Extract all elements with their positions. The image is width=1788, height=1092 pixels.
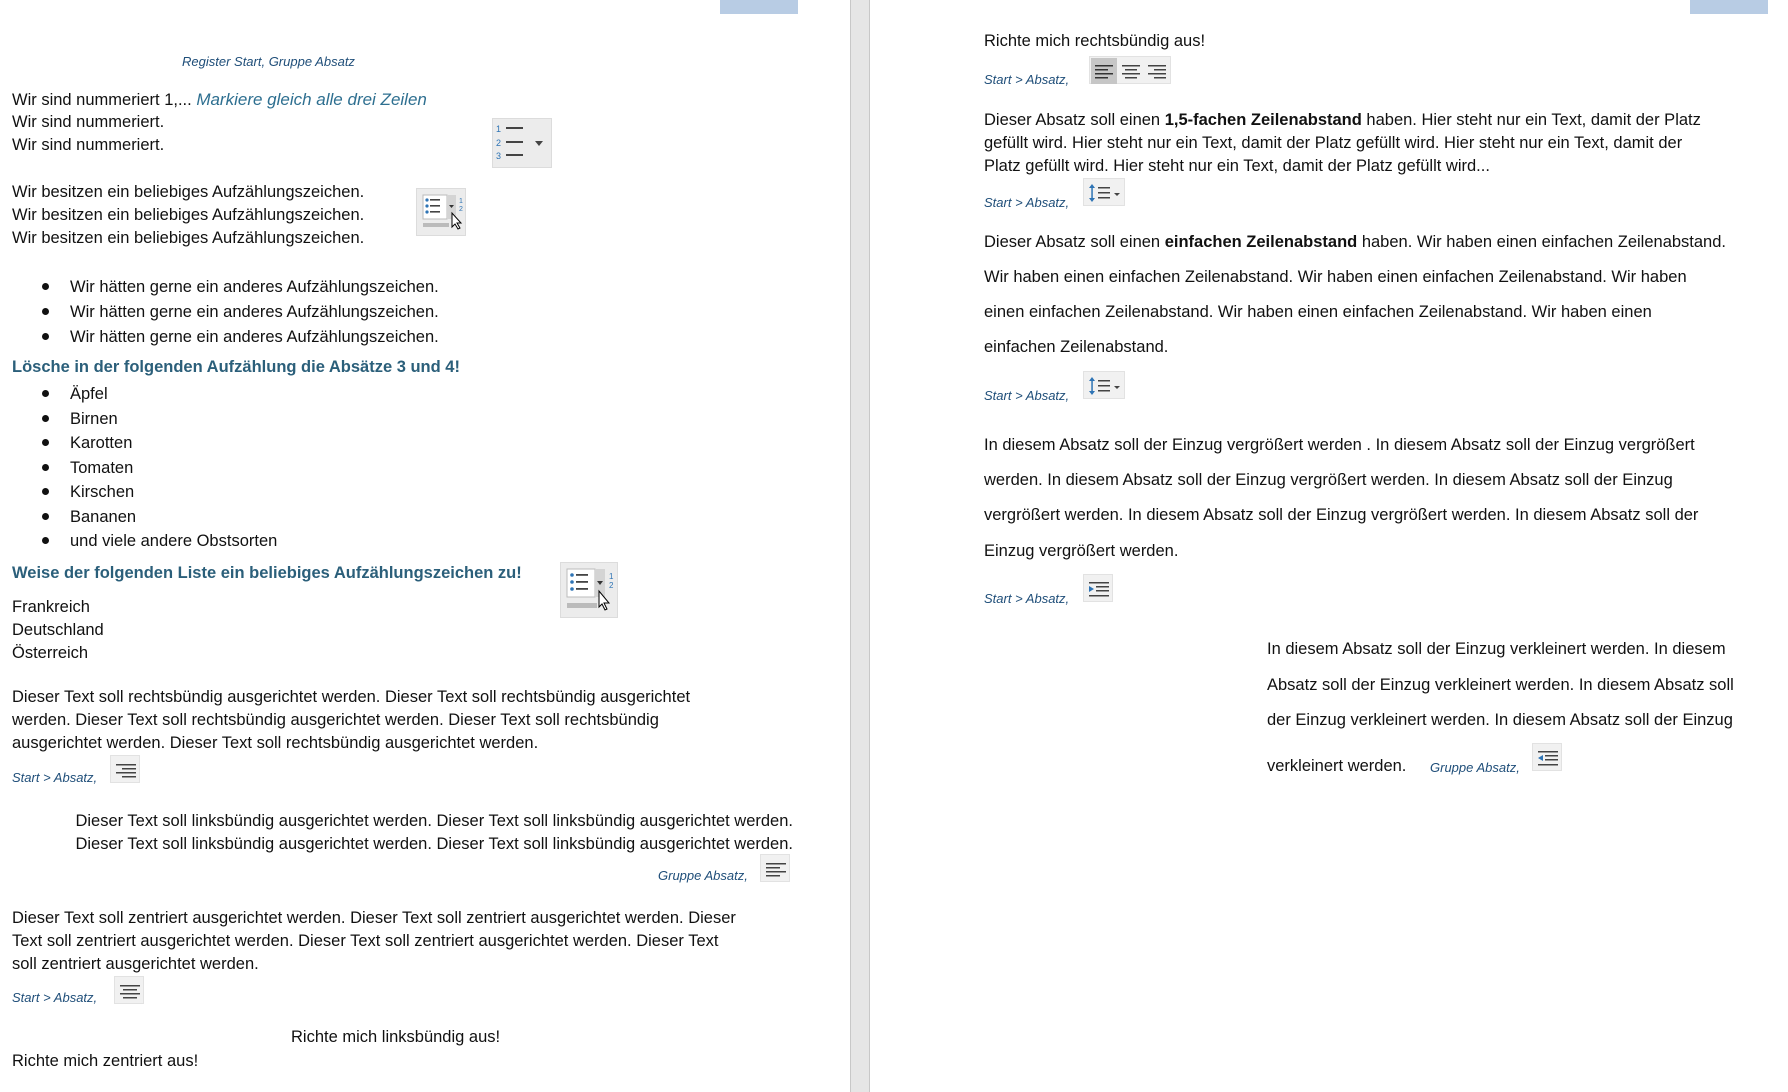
decrease-indent-button[interactable] <box>1532 743 1562 771</box>
page-gutter <box>850 0 870 1092</box>
bookmark-marker <box>1690 0 1768 14</box>
bullet-list-button[interactable] <box>416 188 466 236</box>
bullet-dot <box>42 537 49 544</box>
bulleted-any-line-3: Wir besitzen ein beliebiges Aufzählungszeichen. <box>12 229 365 247</box>
indent-dec-line: der Einzug verkleinert werden. In diesem Absatz soll der Einzug <box>1267 711 1733 729</box>
indent-inc-hint: Start > Absatz, <box>984 591 1070 606</box>
svg-text:1: 1 <box>459 198 463 205</box>
bullet-dot <box>42 333 49 340</box>
center-para-line: Dieser Text soll zentriert ausgerichtet werden. Dieser Text soll zentriert ausgerichtet werden. Dieser <box>12 909 736 927</box>
svg-text:2: 2 <box>459 206 463 213</box>
align-right-icon <box>111 756 141 784</box>
list-item: Wir hätten gerne ein anderes Aufzählungszeichen. <box>70 303 439 321</box>
align-right-button[interactable] <box>110 755 140 783</box>
indent-dec-line: Absatz soll der Einzug verkleinert werden. In diesem Absatz soll <box>1267 676 1734 694</box>
spacing15-line-2: gefüllt wird. Hier steht nur ein Text, damit der Platz gefüllt wird. Hier steht nur ein Text, damit der <box>984 134 1683 152</box>
spacing1-line-4: einfachen Zeilenabstand. <box>984 338 1169 356</box>
country-item: Frankreich <box>12 598 90 616</box>
spacing1-line-3: einen einfachen Zeilenabstand. Wir haben einen einfachen Zeilenabstand. Wir haben einen <box>984 303 1652 321</box>
bookmark-marker <box>720 0 798 14</box>
spacing15-line-3: Platz gefüllt wird. Hier steht nur ein Text, damit der Platz gefüllt wird... <box>984 157 1490 175</box>
bulleted-any-line-2: Wir besitzen ein beliebiges Aufzählungszeichen. <box>12 206 365 224</box>
list-item: Birnen <box>70 410 118 428</box>
left-align-hint: Gruppe Absatz, <box>658 868 748 883</box>
list-item: Tomaten <box>70 459 134 477</box>
align-center-button[interactable] <box>114 976 144 1004</box>
right-align-hint: Start > Absatz, <box>12 770 98 785</box>
alignment-buttons <box>1089 56 1171 84</box>
numbered-line-2: Wir sind nummeriert. <box>12 113 165 131</box>
list-item: Karotten <box>70 434 133 452</box>
list-item: Wir hätten gerne ein anderes Aufzählungszeichen. <box>70 328 439 346</box>
spacing1-hint: Start > Absatz, <box>984 388 1070 403</box>
line-spacing-icon <box>1084 372 1126 400</box>
list-item: Wir hätten gerne ein anderes Aufzählungszeichen. <box>70 278 439 296</box>
line-spacing-button-2[interactable] <box>1083 371 1125 399</box>
svg-text:2: 2 <box>496 138 502 148</box>
left-align-para-line: Dieser Text soll linksbündig ausgerichtet werden. Dieser Text soll linksbündig ausgerichtet werden. <box>75 812 793 830</box>
bullet-dot <box>42 488 49 495</box>
align-right-me-line: Richte mich rechtsbündig aus! <box>984 32 1206 50</box>
center-hint: Start > Absatz, <box>12 990 98 1005</box>
center-para-line: soll zentriert ausgerichtet werden. <box>12 955 259 973</box>
bullet-dot <box>42 439 49 446</box>
delete-task-heading: Lösche in der folgenden Aufzählung die Absätze 3 und 4! <box>12 358 460 376</box>
svg-text:1: 1 <box>609 572 614 581</box>
increase-indent-button[interactable] <box>1083 574 1113 602</box>
align-left-icon <box>1091 58 1117 84</box>
right-align-para-line: Dieser Text soll rechtsbündig ausgerichtet werden. Dieser Text soll rechtsbündig ausgerichtet <box>12 688 691 706</box>
left-align-para-line: Dieser Text soll linksbündig ausgerichtet werden. Dieser Text soll linksbündig ausgerichtet werden. <box>75 835 793 853</box>
bullet-dot <box>42 283 49 290</box>
align-left-icon <box>761 855 791 883</box>
spacing1-line-2: Wir haben einen einfachen Zeilenabstand. Wir haben einen einfachen Zeilenabstand. Wir haben <box>984 268 1687 286</box>
bullet-list-button-2[interactable] <box>560 562 618 618</box>
numbered-line-1: Wir sind nummeriert 1,... Markiere gleich alle drei Zeilen <box>12 90 427 109</box>
bullet-dot <box>42 513 49 520</box>
document-page-left <box>0 0 850 1092</box>
country-item: Österreich <box>12 644 89 662</box>
svg-text:1: 1 <box>496 124 502 134</box>
bullet-list-icon <box>417 189 467 237</box>
right-align-para-line: ausgerichtet werden. Dieser Text soll rechtsbündig ausgerichtet werden. <box>12 734 539 752</box>
align-left-me-line: Richte mich linksbündig aus! <box>291 1028 501 1046</box>
list-item: Bananen <box>70 508 137 526</box>
increase-indent-icon <box>1084 575 1114 603</box>
center-me-line: Richte mich zentriert aus! <box>12 1052 199 1070</box>
indent-inc-line: werden. In diesem Absatz soll der Einzug vergrößert werden. In diesem Absatz soll der Einzug <box>984 471 1673 489</box>
list-item: Kirschen <box>70 483 135 501</box>
indent-inc-line: In diesem Absatz soll der Einzug vergrößert werden . In diesem Absatz soll der Einzug vergrößert <box>984 436 1695 454</box>
numbered-list-button[interactable] <box>492 118 552 168</box>
decrease-indent-icon <box>1533 744 1563 772</box>
list-item: Äpfel <box>70 385 108 403</box>
document-page-right <box>870 0 1788 1092</box>
align-hint: Start > Absatz, <box>984 72 1070 87</box>
bullet-dot <box>42 308 49 315</box>
list-item: und viele andere Obstsorten <box>70 532 278 550</box>
bulleted-any-line-1: Wir besitzen ein beliebiges Aufzählungszeichen. <box>12 183 365 201</box>
center-para-line: Text soll zentriert ausgerichtet werden. Dieser Text soll zentriert ausgerichtet werden. Dieser Text <box>12 932 719 950</box>
align-left-button[interactable] <box>760 854 790 882</box>
bullet-dot <box>42 464 49 471</box>
spacing1-line-1: Dieser Absatz soll einen einfachen Zeilenabstand haben. Wir haben einen einfachen Zeilenabstand. <box>984 233 1726 251</box>
bullet-dot <box>42 390 49 397</box>
svg-text:2: 2 <box>609 581 614 590</box>
right-align-para-line: werden. Dieser Text soll rechtsbündig ausgerichtet werden. Dieser Text soll rechtsbündig <box>12 711 659 729</box>
numbered-hint: Markiere gleich alle drei Zeilen <box>196 90 427 109</box>
header-hint: Register Start, Gruppe Absatz <box>182 54 355 69</box>
line-spacing-icon <box>1084 179 1126 207</box>
spacing15-hint: Start > Absatz, <box>984 195 1070 210</box>
line-spacing-button[interactable] <box>1083 178 1125 206</box>
numbered-list-icon <box>493 119 553 169</box>
indent-dec-line: In diesem Absatz soll der Einzug verkleinert werden. In diesem <box>1267 640 1726 658</box>
spacing15-line-1: Dieser Absatz soll einen 1,5-fachen Zeilenabstand haben. Hier steht nur ein Text, damit der Platz <box>984 111 1701 129</box>
align-center-icon <box>115 977 145 1005</box>
bullet-dot <box>42 415 49 422</box>
country-item: Deutschland <box>12 621 104 639</box>
svg-text:3: 3 <box>496 151 502 161</box>
indent-dec-line: verkleinert werden. <box>1267 757 1407 775</box>
bullet-list-icon <box>561 563 619 619</box>
assign-task-heading: Weise der folgenden Liste ein beliebiges Aufzählungszeichen zu! <box>12 564 522 582</box>
indent-inc-line: vergrößert werden. In diesem Absatz soll der Einzug vergrößert werden. In diesem Absatz soll der <box>984 506 1699 524</box>
numbered-line-3: Wir sind nummeriert. <box>12 136 165 154</box>
indent-inc-line: Einzug vergrößert werden. <box>984 542 1179 560</box>
indent-dec-hint: Gruppe Absatz, <box>1430 760 1520 775</box>
